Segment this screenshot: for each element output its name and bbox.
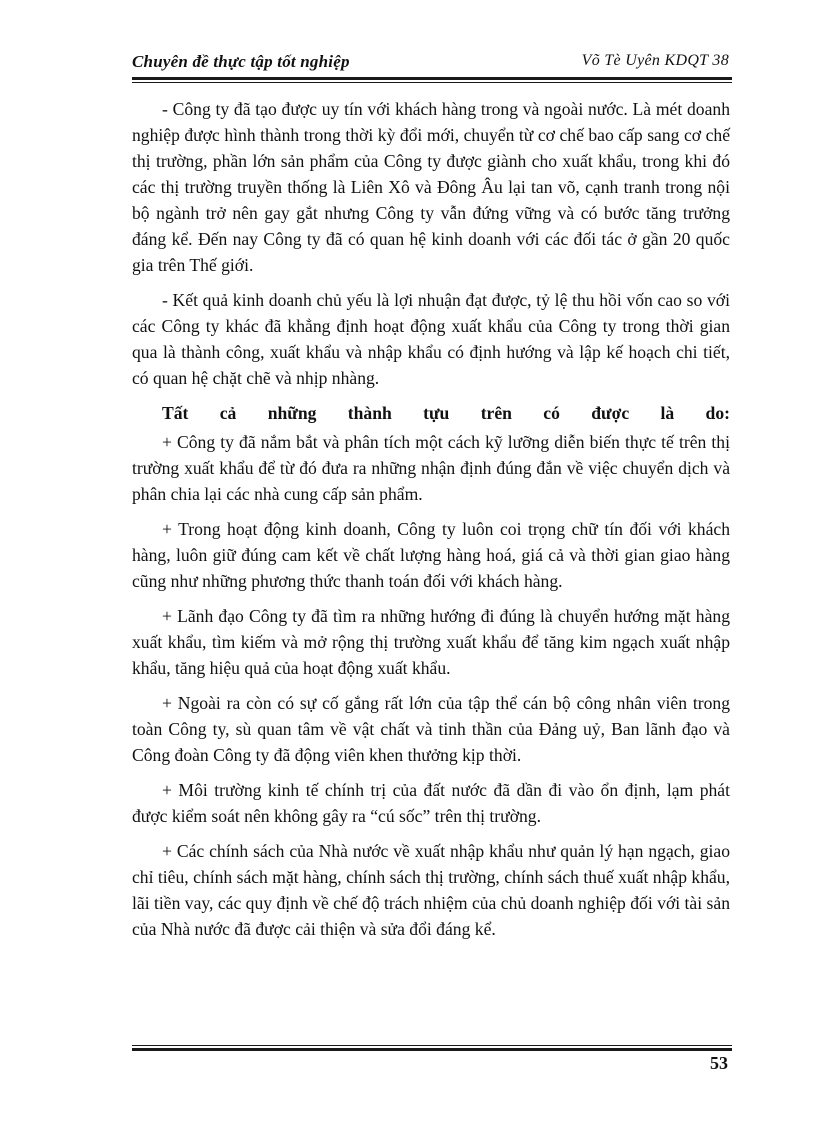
page-number: 53 <box>710 1053 728 1073</box>
header-divider-thin <box>132 82 732 83</box>
paragraph-business-results: - Kết quả kinh doanh chủ yếu là lợi nhuận đạt được, tỷ lệ thu hồi vốn cao so với các Công ty khác đã khẳng định hoạt động xuất khẩu của Công ty trong thời gian qua là thành công, xuất khẩu và nhập khẩu có định hướng và lập kế hoạch chi tiết, có quan hệ chặt chẽ và nhịp nhàng. <box>132 290 730 388</box>
page-header <box>132 50 732 76</box>
paragraph-economic-environment: + Môi trường kinh tế chính trị của đất nước đã dần đi vào ổn định, lạm phát được kiểm soát nên không gây ra “cú sốc” trên thị trường. <box>132 780 730 826</box>
paragraph-staff-effort: + Ngoài ra còn có sự cố gắng rất lớn của tập thể cán bộ công nhân viên trong toàn Công ty, sù quan tâm về vật chất và tinh thần của Đảng uỷ, Ban lãnh đạo và Công đoàn Công ty đã động viên khen thưởng kịp thời. <box>132 693 730 765</box>
paragraph-reputation: - Công ty đã tạo được uy tín với khách hàng trong và ngoài nước. Là mét doanh nghiệp được hình thành trong thời kỳ đổi mới, chuyển từ cơ chế bao cấp sang cơ chế thị trường, phần lớn sản phẩm của Công ty được giành cho xuất khẩu, trong khi đó các thị trường truyền thống là Liên Xô và Đông Âu lại tan võ, cạnh tranh trong nội bộ ngành trở nên gay gắt nhưng Công ty vẫn đứng vững và có bước tăng trưởng đáng kể. Đến nay Công ty đã có quan hệ kinh doanh với các đối tác ở gần 20 quốc gia trên Thế giới. <box>132 99 730 275</box>
paragraph-leadership: + Lãnh đạo Công ty đã tìm ra những hướng đi đúng là chuyển hướng mặt hàng xuất khẩu, tìm kiếm và mở rộng thị trường xuất khẩu để tăng kim ngạch xuất nhập khẩu, tăng hiệu quả của hoạt động xuất khẩu. <box>132 606 730 678</box>
paragraph-customer-trust: + Trong hoạt động kinh doanh, Công ty luôn coi trọng chữ tín đối với khách hàng, luôn giữ đúng cam kết về chất lượng hàng hoá, giá cả và thời gian giao hàng cũng như những phương thức thanh toán đối với khách hàng. <box>132 519 730 591</box>
header-divider <box>132 77 732 80</box>
paragraph-state-policies: + Các chính sách của Nhà nước về xuất nhập khẩu như quản lý hạn ngạch, giao chỉ tiêu, chính sách mặt hàng, chính sách thị trường, chính sách thuế xuất nhập khẩu, lãi tiền vay, các quy định về chế độ trách nhiệm của chủ doanh nghiệp đối với tài sản của Nhà nước đã được cải thiện và sửa đổi đáng kể. <box>132 841 730 939</box>
footer-divider-thin <box>132 1045 732 1046</box>
footer-divider <box>132 1048 732 1051</box>
achievements-heading: Tất cả những thành tựu trên có được là do: <box>162 403 730 423</box>
author-label: Võ Tè Uyên KDQT 38 <box>581 52 729 69</box>
paragraph-market-analysis: + Công ty đã nắm bắt và phân tích một cách kỹ lưỡng diễn biến thực tế trên thị trường xuất khẩu để từ đó đưa ra những nhận định đúng đắn về việc chuyển dịch và phân chia lại các nhà cung cấp sản phẩm. <box>132 432 730 504</box>
body-text <box>132 96 730 951</box>
document-title: Chuyên đề thực tập tốt nghiệp <box>132 52 350 71</box>
